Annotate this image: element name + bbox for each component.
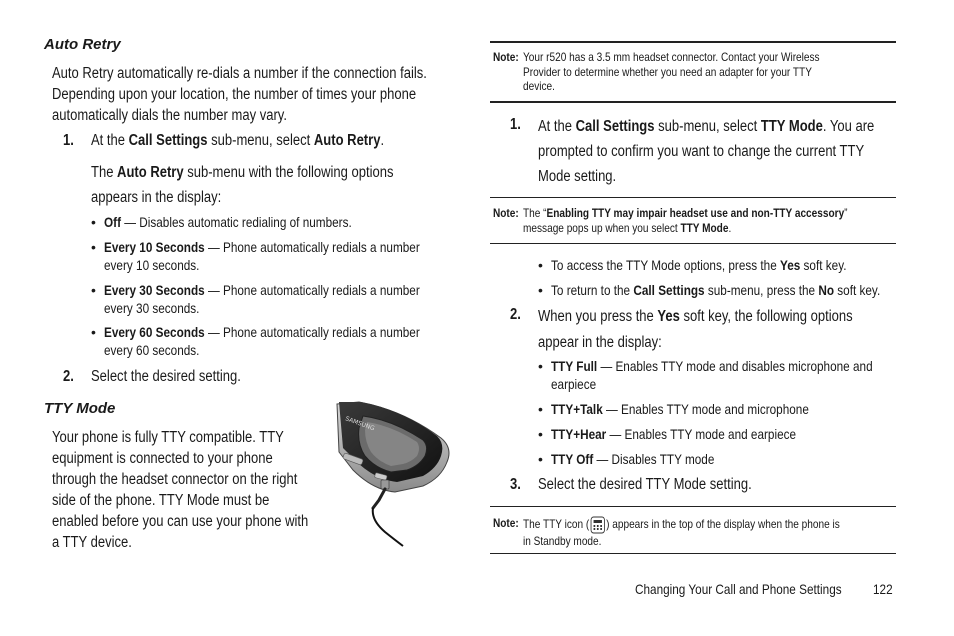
- return-call-settings-bullet: To return to the Call Settings sub-menu, press the No soft key.: [551, 282, 881, 298]
- option-bullet: •: [538, 451, 543, 467]
- note-label: Note:: [493, 50, 519, 64]
- note-rule-top: [490, 41, 896, 43]
- option-bullet: •: [91, 214, 96, 230]
- note-rule-bottom: [490, 101, 896, 103]
- svg-text:SAMSUNG: SAMSUNG: [344, 415, 376, 433]
- auto-retry-step-1-detail: The Auto Retry sub-menu with the following options appears in the display:: [91, 164, 394, 206]
- tty-mode-paragraph: Your phone is fully TTY compatible. TTY equipment is connected to your phone through the headset connector on the right side of the phone. TTY Mode must be enabled before you can use your phone with a TTY device.: [52, 429, 309, 551]
- option-bullet: •: [91, 239, 96, 255]
- option-bullet: •: [538, 426, 543, 442]
- option-every-10-seconds: Every 10 Seconds — Phone automatically redials a number every 10 seconds.: [104, 239, 420, 273]
- tty-step-2: When you press the Yes soft key, the following options appear in the display:: [538, 308, 853, 351]
- footer-section-title: Changing Your Call and Phone Settings: [635, 581, 842, 597]
- option-tty-full: TTY Full — Enables TTY mode and disables microphone and earpiece: [551, 358, 873, 392]
- option-every-30-seconds: Every 30 Seconds — Phone automatically redials a number every 30 seconds.: [104, 282, 420, 316]
- note-rule-top: [490, 197, 896, 198]
- auto-retry-step-2-number: 2.: [63, 368, 74, 385]
- tty-mode-heading: TTY Mode: [44, 400, 116, 417]
- option-every-60-seconds: Every 60 Seconds — Phone automatically redials a number every 60 seconds.: [104, 324, 420, 358]
- auto-retry-heading: Auto Retry: [44, 36, 121, 53]
- option-tty-hear: TTY+Hear — Enables TTY mode and earpiece: [551, 426, 797, 442]
- bullet-dot: •: [538, 282, 543, 298]
- phone-headset-image: [333, 400, 453, 550]
- option-tty-off: TTY Off — Disables TTY mode: [551, 451, 715, 467]
- tty-icon-note: The TTY icon ( ) appears in the top of the display when the phone is in Standby mode.: [523, 517, 840, 548]
- tty-step-1: At the Call Settings sub-menu, select TTY Mode. You are prompted to confirm you want to change the current TTY Mode setting.: [538, 118, 875, 185]
- note-rule-top: [490, 506, 896, 507]
- note-rule-bottom: [490, 243, 896, 244]
- tty-step-1-number: 1.: [510, 116, 521, 133]
- option-bullet: •: [538, 401, 543, 417]
- tty-step-3-number: 3.: [510, 476, 521, 493]
- tty-step-3: Select the desired TTY Mode setting.: [538, 476, 752, 493]
- option-tty-talk: TTY+Talk — Enables TTY mode and microphone: [551, 401, 809, 417]
- auto-retry-step-1-number: 1.: [63, 132, 74, 149]
- auto-retry-intro: [52, 63, 498, 126]
- intro-line: automatically dials the number may vary.: [52, 107, 287, 124]
- bullet-dot: •: [538, 257, 543, 273]
- intro-line: Auto Retry automatically re-dials a number if the connection fails.: [52, 65, 427, 82]
- option-off: Off — Disables automatic redialing of numbers.: [104, 214, 352, 230]
- tty-icon: [590, 516, 605, 534]
- access-tty-options-bullet: To access the TTY Mode options, press the Yes soft key.: [551, 257, 847, 273]
- headset-note: Your r520 has a 3.5 mm headset connector. Contact your Wireless Provider to determine whether you need an adapter for your TTY device.: [523, 50, 820, 93]
- auto-retry-step-2: Select the desired setting.: [91, 368, 241, 385]
- page-number: 122: [873, 581, 893, 597]
- tty-step-2-number: 2.: [510, 306, 521, 323]
- auto-retry-step-1: At the Call Settings sub-menu, select Auto Retry.: [91, 132, 385, 149]
- intro-line: Depending upon your location, the number of times your phone: [52, 86, 417, 103]
- note-label: Note:: [493, 206, 519, 220]
- option-bullet: •: [538, 358, 543, 374]
- note-rule-bottom: [490, 553, 896, 554]
- option-bullet: •: [91, 282, 96, 298]
- option-bullet: •: [91, 324, 96, 340]
- tty-warning-note: The “Enabling TTY may impair headset use and non-TTY accessory” message pops up when you select TTY Mode.: [523, 206, 848, 235]
- note-label: Note:: [493, 516, 519, 530]
